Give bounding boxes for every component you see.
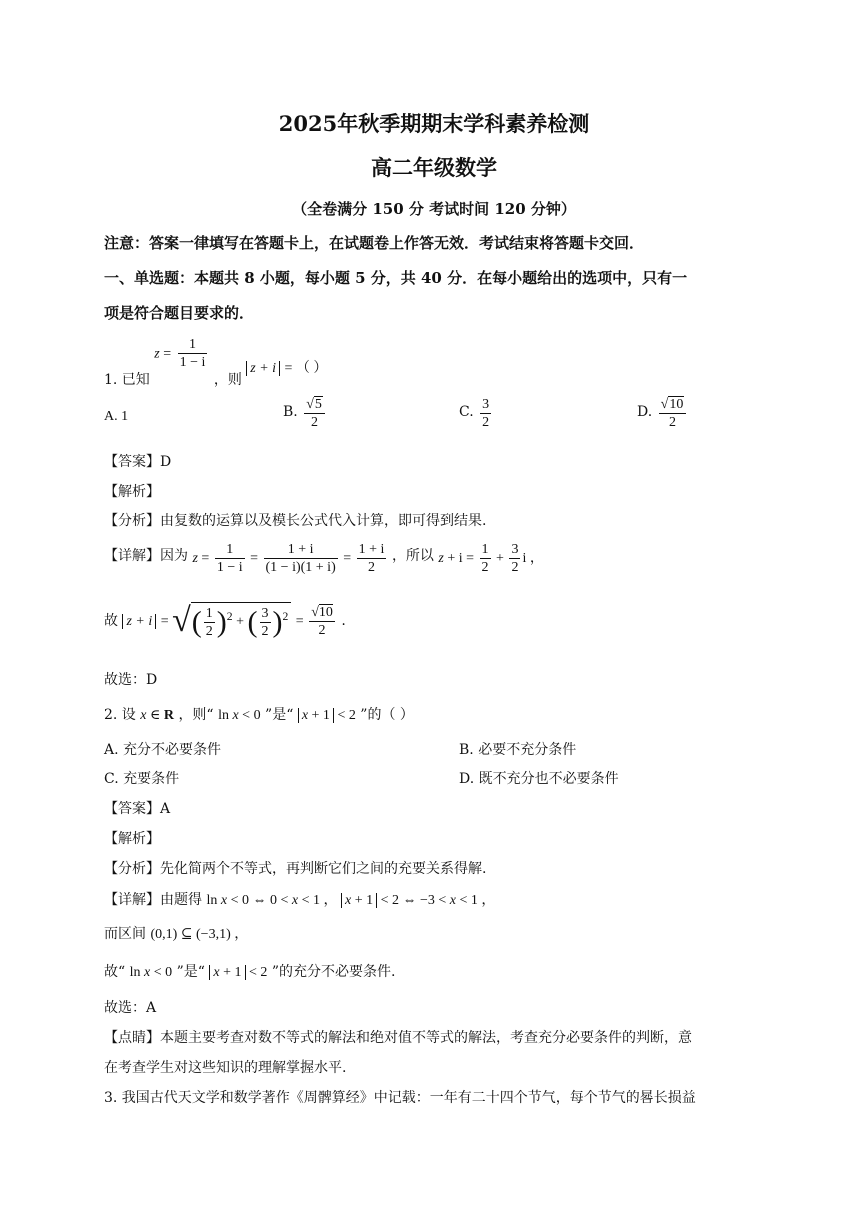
q1-option-b-frac: $\frac{√5}{2}$ [304,396,325,431]
q1-xiangjie-label: 【详解】因为 [104,547,188,564]
q2-interval-label: 而区间 [104,926,146,942]
q1-option-a: A. 1 [104,409,129,424]
exam-subtitle: 高二年级数学 [371,155,497,180]
q2-stem-c: ”是“ [265,707,294,723]
q1-xiangjie [104,541,544,576]
sqrt-icon: √ [172,602,191,639]
q2-option-c: C. 充要条件 [104,771,180,787]
q1-option-d-label: D. [637,403,653,420]
q1-number: 1. 已知 [104,371,150,388]
section1-line2: 项是符合题目要求的． [104,304,255,322]
q1-calc: z = $\frac{1}{1 - i}$ = $\frac{1 + i}{(1 - i)(1 + i)}$ = $\frac{1 + i}{2}$ [192,542,385,575]
q1-option-d [637,396,688,431]
q1-calc2: z + i = $\frac{1}{2}$ + $\frac{3}{2}$ i ， [438,542,544,575]
q2-stem-b: ，则“ [178,707,214,723]
q2-dianjing-1: 【点睛】本题主要考查对数不等式的解法和绝对值不等式的解法，考查充分必要条件的判断，意 [104,1030,692,1046]
q2-stem-a: 2. 设 [104,707,136,723]
q1-option-d-frac: $\frac{√10}{2}$ [659,396,687,431]
q2-stem-d: ”的（ ） [360,707,414,723]
q1-answer: 【答案】D [104,454,172,470]
exam-info: （全卷满分 150 分 考试时间 120 分钟） [292,200,576,218]
q1-radicand: ( $\frac{1}{2}$ )$^2$ + ( $\frac{3}{2}$ )$^2$ [191,602,292,640]
q1-option-c [459,396,493,431]
q1-option-c-num: 3 [482,397,490,412]
q1-abs-expr: z + i [246,361,280,376]
q1-jiexi: 【解析】 [104,484,160,500]
q1-option-c-frac [480,396,491,431]
q1-modulus: 故 z + i = √( $\frac{1}{2}$ )$^2$ + ( $\frac{3}{2}$ )$^2$ = $\frac{√10}{2}$ . [104,602,346,639]
q1-option-c-label: C. [459,403,474,420]
q1-result: $\frac{√10}{2}$ [311,604,333,638]
q2-xiangjie-label: 【详解】由题得 [104,892,202,908]
q3-stem: 3. 我国古代天文学和数学著作《周髀算经》中记载：一年有二十四个节气，每个节气的晷长损益 [104,1090,696,1106]
q1-gu: 故 [104,613,118,629]
q1-fenxi: 【分析】由复数的运算以及模长公式代入计算，即可得到结果. [104,513,487,529]
q1-option-b-den: 2 [311,415,319,430]
q2-stem: 2. 设 x ∈ R ，则“ ln x < 0 ”是“ x + 1 < 2 ”的（ ） [104,707,414,723]
section1-line1: 一、单选题：本题共 8 小题，每小题 5 分，共 40 分．在每小题给出的选项中，只有一 [104,269,688,287]
q1-guxuan: 故选：D [104,672,158,688]
q2-gu-a: 故“ [104,964,126,980]
q1-option-b-num: 5 [314,397,322,412]
q1-abs: z + i [122,614,156,629]
q1-then: ，则 [213,371,242,388]
q2-option-a: A. 充分不必要条件 [104,742,222,758]
q1-frac-num: 1 [178,336,208,354]
q1-eq-paren: = （ ） [284,360,328,376]
q1-option-b-label: B. [283,403,298,420]
q2-option-d: D. 既不充分也不必要条件 [459,771,619,787]
q2-xiangjie: 【详解】由题得 ln x < 0 ⇔ 0 < x < 1 ， x + 1 < 2 ⇔ −3 < x < 1 ， [104,892,496,908]
q2-interval: 而区间 (0,1) ⊆ (−3,1) ， [104,926,249,942]
q1-option-b [283,396,327,431]
q1-option-c-den: 2 [482,415,490,430]
q2-jiexi: 【解析】 [104,831,160,847]
q1-xiangjie-end: ，所以 [391,547,434,564]
q2-gu-b: ”是“ [176,964,205,980]
q1-z-eq: z = [154,346,172,362]
q1-fraction [178,336,208,371]
q2-fenxi: 【分析】先化简两个不等式，再判断它们之间的充要关系得解. [104,861,487,877]
q2-gu-c: ”的充分不必要条件. [271,964,396,980]
q1-stem [104,336,328,388]
q1-option-d-den: 2 [668,415,676,430]
q2-option-b: B. 必要不充分条件 [459,742,577,758]
notice: 注意：答案一律填写在答题卡上，在试题卷上作答无效．考试结束将答题卡交回． [104,234,645,252]
q1-gu-end: . [341,613,346,629]
q2-conclusion: 故“ ln x < 0 ”是“ x + 1 < 2 ”的充分不必要条件. [104,964,396,980]
q2-guxuan: 故选：A [104,1000,157,1016]
q2-dianjing-2: 在考查学生对这些知识的理解掌握水平. [104,1060,347,1076]
q1-option-d-num: 10 [669,397,684,412]
exam-title: 2025年秋季期期末学科素养检测 [278,111,590,136]
q2-answer: 【答案】A [104,801,171,817]
q1-frac-den: 1 − i [179,355,206,370]
